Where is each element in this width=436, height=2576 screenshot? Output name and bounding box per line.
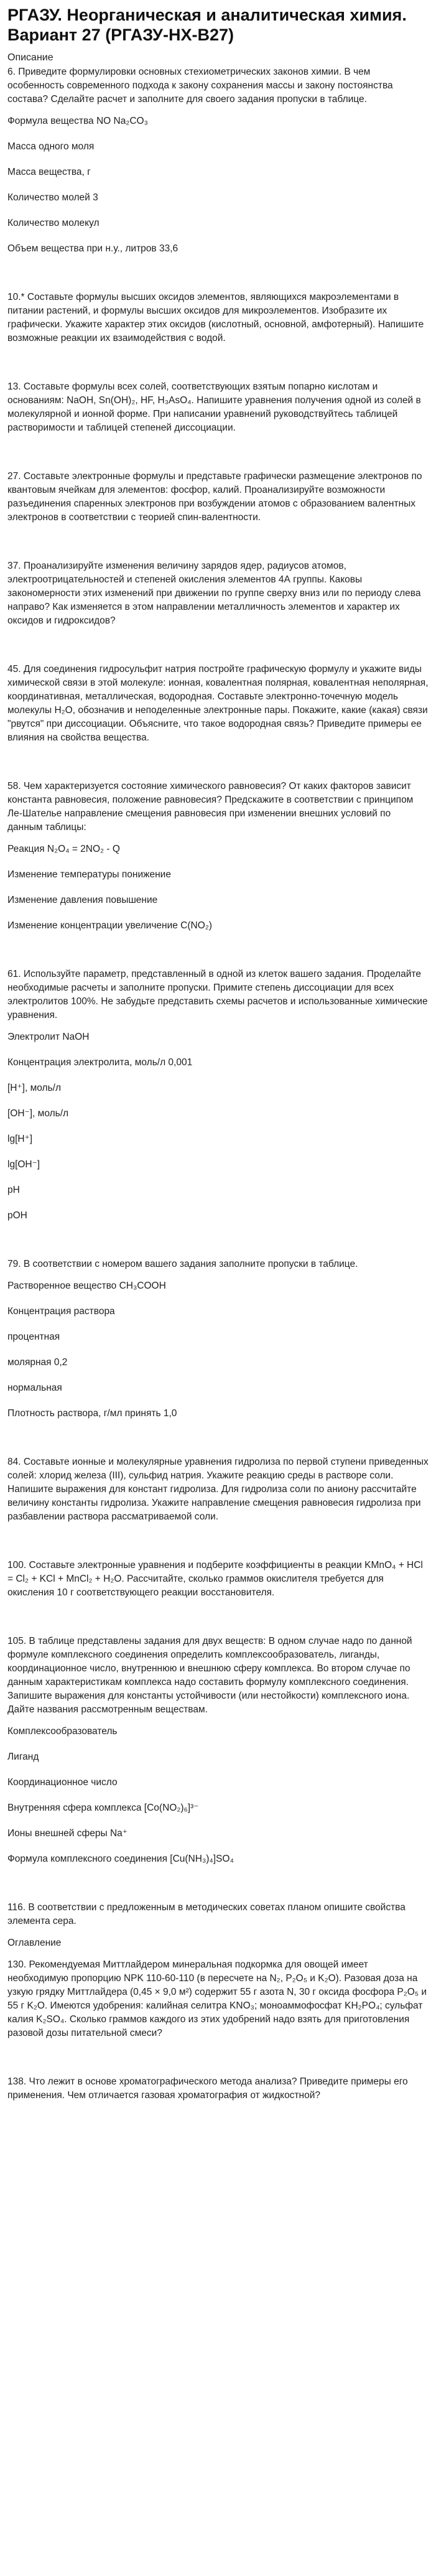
table-row: [OH⁻], моль/л: [7, 1108, 69, 1119]
table-row: Реакция N₂O₄ = 2NO₂ - Q: [7, 844, 120, 854]
task-section: [7, 1258, 429, 1421]
task-text: 45. Для соединения гидросульфит натрия постройте графическую формулу и укажите виды химической связи в этой молекуле: ионная, ковалентная полярная, ковалентная неполярная, координативная, металлическая, водородная. Составьте электронно-точечную модель молекулы H₂O, обозначив и неподеленные электронные пары. Покажите, какие (какая) связи "рвутся" при диссоциации. Объясните, что такое водородная связь? Приведите примеры ее влияния на свойства вещества.: [7, 664, 429, 743]
task-text: 116. В соответствии с предложенным в методических советах планом опишите свойства элемента сера.: [7, 1902, 406, 1926]
task-text: 27. Составьте электронные формулы и представьте графически размещение электронов по квантовым ячейкам для элементов: фосфор, калий. Проанализируйте возможности разъединения спаренных электронов при возбуждении атомов с образованием валентных электронов в соответствии с теорией спин-валентности.: [7, 471, 422, 523]
table-row: Электролит NaOH: [7, 1032, 90, 1042]
task-section: [7, 1559, 429, 1600]
table-row: Растворенное вещество CH₃COOH: [7, 1281, 166, 1291]
table-row: Ионы внешней сферы Na⁺: [7, 1828, 128, 1839]
task-section: [7, 559, 429, 628]
task-text: 6. Приведите формулировки основных стехиометрических законов химии. В чем особенность современного подхода к закону сохранения массы и закону постоянства состава? Сделайте расчет и заполните для своего задания пропуски в таблице.: [7, 67, 393, 105]
table-row: Лиганд: [7, 1752, 39, 1762]
table-row: Изменение давления повышение: [7, 895, 158, 905]
task-text: 10.* Составьте формулы высших оксидов элементов, являющихся макроэлементами в питании растений, и формулы высших оксидов для микроэлементов. Изобразите их графически. Укажите характер этих оксидов (кислотный, основной, амфотерный). Напишите возможные реакции их взаимодействия с водой.: [7, 292, 424, 343]
table-row: Формула вещества NO Na₂CO₃: [7, 116, 148, 126]
table-row: Формула комплексного соединения [Cu(NH₃)₄]SO₄: [7, 1854, 234, 1864]
task-section: [7, 1455, 429, 1524]
table-row: Плотность раствора, г/мл принять 1,0: [7, 1408, 177, 1419]
table-row: Объем вещества при н.у., литров 33,6: [7, 243, 179, 254]
table-row: [H⁺], моль/л: [7, 1083, 62, 1093]
table-row: lg[OH⁻]: [7, 1159, 40, 1170]
table-row: Масса вещества, г: [7, 167, 91, 177]
task-text: 79. В соответствии с номером вашего задания заполните пропуски в таблице.: [7, 1259, 358, 1269]
task-list: [7, 65, 429, 2102]
table-row: Количество молей 3: [7, 192, 98, 203]
table-row: Масса одного моля: [7, 141, 95, 152]
task-text: 58. Чем характеризуется состояние химического равновесия? От каких факторов зависит константа равновесия, положение равновесия? Предскажите в соответствии с принципом Ле-Шателье направление смещения равновесия при изменении внешних условий по данным таблицы:: [7, 781, 414, 833]
description-label: Описание: [7, 52, 53, 63]
task-text: 130. Рекомендуемая Миттлайдером минеральная подкормка для овощей имеет необходимую пропорцию NPK 110-60-110 (в пересчете на N₂, P₂O₅ и K₂O). Разовая доза на узкую грядку Миттлайдера (0,45 × 9,0 м²) содержит 55 г азота N, 30 г оксида фосфора P₂O₅ и 55 г K₂O. Имеются удобрения: калийная селитра KNO₃; моноаммофосфат KH₂PO₄; сульфат калия K₂SO₄. Сколько граммов каждого из этих удобрений надо взять для приготовления разовой дозы питательной смеси?: [7, 1959, 427, 2038]
task-text: 13. Составьте формулы всех солей, соответствующих взятым попарно кислотам и основаниям: NaOH, Sn(OH)₂, HF, H₃AsO₄. Напишите уравнения получения одной из солей в молекулярной и ионной форме. При написании уравнений руководствуйтесь таблицей растворимости и таблицей степеней диссоциации.: [7, 381, 421, 433]
task-section: [7, 65, 429, 256]
table-row: Внутренняя сфера комплекса [Co(NO₂)₆]³⁻: [7, 1803, 199, 1813]
table-row: Изменение температуры понижение: [7, 869, 171, 880]
table-row: Координационное число: [7, 1777, 118, 1788]
task-text: 138. Что лежит в основе хроматографического метода анализа? Приведите примеры его применения. Чем отличается газовая хроматография от жидкостной?: [7, 2076, 408, 2101]
table-row: pH: [7, 1185, 20, 1195]
task-text: 84. Составьте ионные и молекулярные уравнения гидролиза по первой ступени приведенных солей: хлорид железа (III), сульфид натрия. Укажите реакцию среды в растворе соли. Напишите выражения для констант гидролиза. Для гидролиза соли по аниону рассчитайте величину константы гидролиза. Укажите направление смещения равновесия гидролиза при разбавлении раствора рассматриваемой соли.: [7, 1457, 429, 1522]
task-section: [7, 291, 429, 345]
table-row: Изменение концентрации увеличение C(NO₂): [7, 920, 212, 931]
task-text: Оглавление: [7, 1938, 62, 1948]
task-section: [7, 2075, 429, 2102]
table-row: Количество молекул: [7, 218, 100, 228]
table-row: pOH: [7, 1210, 27, 1221]
task-text: 37. Проанализируйте изменения величину зарядов ядер, радиусов атомов, электроотрицательностей и степеней окисления элементов 4А группы. Каковы закономерности этих изменений при движении по группе сверху вниз или по периоду слева направо? Как изменяется в этом направлении металличность элементов и характер их оксидов и гидроксидов?: [7, 561, 421, 626]
page-title: РГАЗУ. Неорганическая и аналитическая химия. Вариант 27 (РГАЗУ-НХ-В27): [7, 6, 407, 44]
task-section: [7, 380, 429, 435]
task-text: 100. Составьте электронные уравнения и подберите коэффициенты в реакции KMnO₄ + HCl = Cl₂ + KCl + MnCl₂ + H₂O. Рассчитайте, сколько граммов окислителя требуется для окисления 10 г соответствующего реакции восстановителя.: [7, 1560, 423, 1598]
table-row: Концентрация раствора: [7, 1306, 115, 1317]
task-text: 105. В таблице представлены задания для двух веществ: В одном случае надо по данной формуле комплексного соединения определить комплексообразователь, лиганды, координационное число, внутреннюю и внешнюю сферу комплекса. Во втором случае по данным характеристикам комплекса надо составить формулу комплексного соединения. Запишите выражения для константы устойчивости (или нестойкости) комплексного иона. Дайте названия рассмотренным веществам.: [7, 1636, 412, 1715]
task-section: [7, 1635, 429, 1866]
table-row: Концентрация электролита, моль/л 0,001: [7, 1057, 193, 1068]
task-section: [7, 470, 429, 525]
table-row: Комплексообразователь: [7, 1726, 118, 1737]
task-section: [7, 780, 429, 933]
table-row: нормальная: [7, 1383, 62, 1393]
task-text: 61. Используйте параметр, представленный в одной из клеток вашего задания. Проделайте необходимые расчеты и заполните пропуски. Примите степень диссоциации для всех электролитов 100%. Не забудьте представить схемы расчетов и использованные химические уравнения.: [7, 969, 428, 1020]
task-section: [7, 663, 429, 745]
task-section: [7, 1901, 429, 2040]
table-row: молярная 0,2: [7, 1357, 68, 1368]
task-section: [7, 968, 429, 1223]
table-row: lg[H⁺]: [7, 1134, 33, 1144]
table-row: процентная: [7, 1332, 60, 1342]
